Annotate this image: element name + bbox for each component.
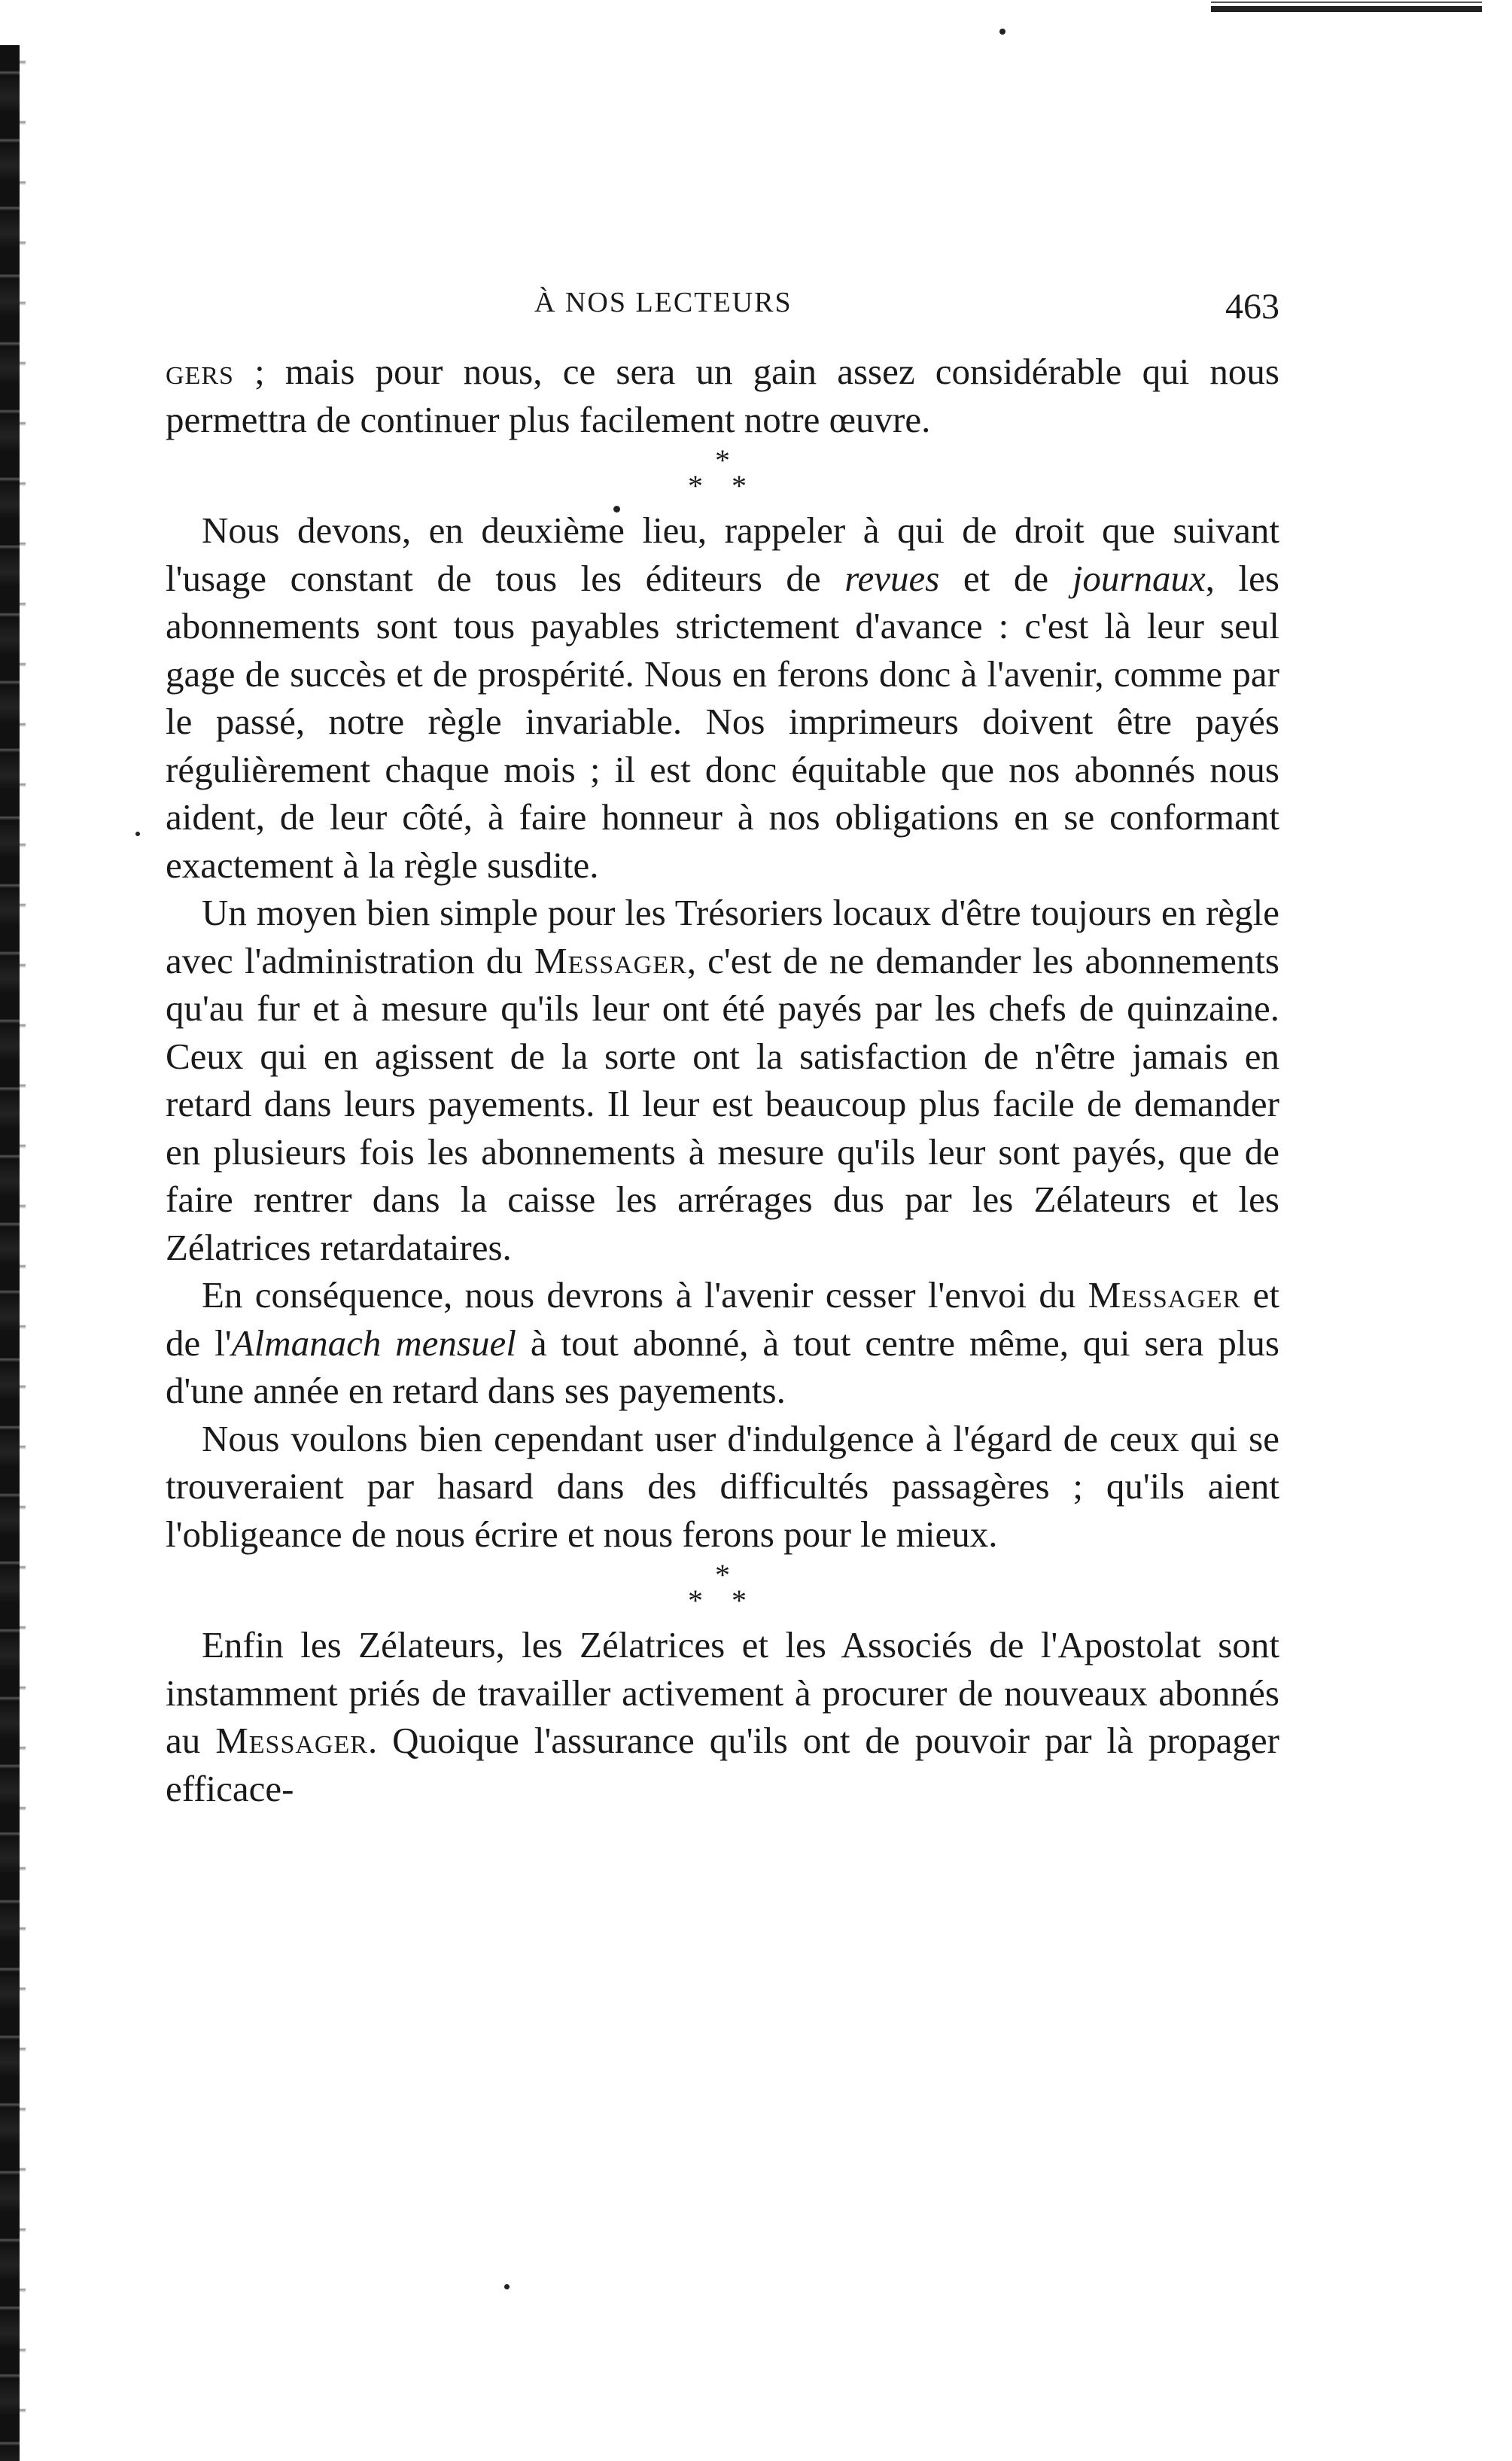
running-head <box>166 286 1279 339</box>
paragraph-3-messager: Messager <box>534 939 687 981</box>
asterism-bottom: * * <box>688 469 757 503</box>
paragraph-3-before: Un moyen bien simple pour les Trésoriers locaux d'être toujours en règle avec l'administration du <box>166 892 1279 981</box>
speck <box>504 2284 510 2289</box>
page-number: 463 <box>1225 287 1279 327</box>
asterism-top: * <box>715 443 730 477</box>
paragraph-2-italic-journaux: journaux <box>1072 557 1206 599</box>
paragraph-6 <box>166 1621 1279 1812</box>
paragraph-4-mid: et de l' <box>166 1274 1279 1364</box>
scan-edge-left <box>0 45 20 2461</box>
paragraph-4-messager: Messager <box>1088 1274 1241 1316</box>
paragraph-4-almanach: Almanach mensuel <box>231 1322 516 1364</box>
scan-edge-left-gap <box>20 45 26 2461</box>
speck <box>999 29 1005 35</box>
paragraph-2-part-a: Nous devons, en deuxième lieu, rappeler à qui de droit que suivant l'usage constant de tous les éditeurs de <box>166 510 1279 599</box>
asterism-bottom: * * <box>688 1583 757 1617</box>
paragraph-2-italic-revues: revues <box>844 557 940 599</box>
paragraph-4-before: En conséquence, nous devrons à l'avenir cesser l'envoi du <box>202 1274 1088 1316</box>
paragraph-1-rest: ; mais pour nous, ce sera un gain assez considérable qui nous permettra de continuer plus facilement notre œuvre. <box>166 351 1279 440</box>
page <box>166 286 1279 1812</box>
scan-edge-top <box>1211 6 1482 12</box>
paragraph-5: Nous voulons bien cependant user d'indulgence à l'égard de ceux qui se trouveraient par hasard dans des difficultés passagères ; qu'ils aient l'obligeance de nous écrire et nous ferons pour le mieux. <box>166 1417 1279 1555</box>
paragraph-6-before: Enfin les Zélateurs, les Zélatrices et les Associés de l'Apostolat sont instamment priés de travailler activement à procurer de nouveaux abonnés au <box>166 1624 1279 1761</box>
paragraph-2 <box>166 506 1279 889</box>
asterism-1 <box>166 443 1279 506</box>
paragraph-1-lead: gers <box>166 351 234 392</box>
paragraph-3-after: , c'est de ne demander les abonnements qu'au fur et à mesure qu'ils leur ont été payés par les chefs de quinzaine. Ceux qui en agissent de la sorte ont la satisfaction de n'être jamais en retard dans leurs payements. Il leur est beaucoup plus facile de demander en plusieurs fois les abonnements à mesure qu'ils leur sont payés, que de faire rentrer dans la caisse les arrérages dus par les Zélateurs et les Zélatrices retardataires. <box>166 939 1279 1268</box>
scan-edge-top-thin <box>1211 2 1482 3</box>
paragraph-6-messager: Messager <box>215 1720 368 1761</box>
paragraph-4 <box>166 1271 1279 1415</box>
paragraph-2-part-b: et de <box>939 557 1072 599</box>
asterism-2 <box>166 1558 1279 1621</box>
running-title: À NOS LECTEURS <box>534 287 793 318</box>
paragraph-1 <box>166 348 1279 443</box>
paragraph-3 <box>166 889 1279 1271</box>
paragraph-6-after: . Quoique l'assurance qu'ils ont de pouvoir par là propager efficace- <box>166 1720 1279 1809</box>
asterism-top: * <box>715 1558 730 1592</box>
paragraph-2-part-c: , les abonnements sont tous payables strictement d'avance : c'est là leur seul gage de succès et de prospérité. Nous en ferons donc à l'avenir, comme par le passé, notre règle invariable. Nos imprimeurs doivent être payés régulièrement chaque mois ; il est donc équitable que nos abonnés nous aident, de leur côté, à faire honneur à nos obligations en se conformant exactement à la règle susdite. <box>166 557 1279 886</box>
paragraph-4-after: à tout abonné, à tout centre même, qui sera plus d'une année en retard dans ses payements. <box>166 1322 1280 1411</box>
speck <box>135 832 140 836</box>
